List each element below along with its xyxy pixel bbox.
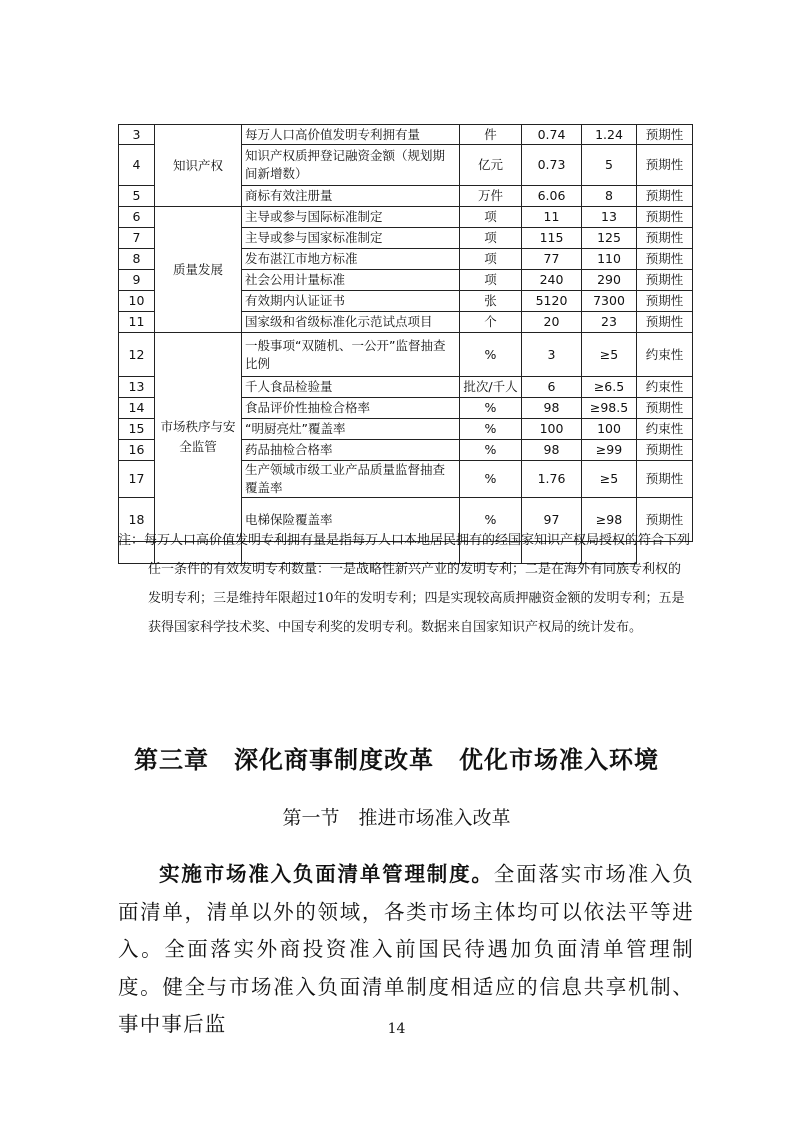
table-note <box>118 526 692 642</box>
row-number: 6 <box>119 207 155 228</box>
attribute-cell: 预期性 <box>637 291 693 312</box>
row-number: 14 <box>119 398 155 419</box>
target-value: 1.24 <box>582 125 637 145</box>
indicator-name: 药品抽检合格率 <box>242 440 460 461</box>
attribute-cell: 约束性 <box>637 333 693 377</box>
indicator-name: 有效期内认证证书 <box>242 291 460 312</box>
row-number: 4 <box>119 145 155 186</box>
attribute-cell: 预期性 <box>637 228 693 249</box>
category-cell: 质量发展 <box>155 207 242 333</box>
unit-cell: % <box>460 440 522 461</box>
base-value: 0.74 <box>522 125 582 145</box>
base-value: 77 <box>522 249 582 270</box>
indicator-name: 国家级和省级标准化示范试点项目 <box>242 312 460 333</box>
indicator-name: 主导或参与国家标准制定 <box>242 228 460 249</box>
row-number: 5 <box>119 186 155 207</box>
attribute-cell: 预期性 <box>637 125 693 145</box>
body-paragraph <box>118 856 694 1044</box>
unit-cell: 项 <box>460 270 522 291</box>
target-value: ≥98.5 <box>582 398 637 419</box>
indicator-name: 社会公用计量标准 <box>242 270 460 291</box>
indicator-name: 食品评价性抽检合格率 <box>242 398 460 419</box>
target-value: 8 <box>582 186 637 207</box>
base-value: 100 <box>522 419 582 440</box>
target-value: 125 <box>582 228 637 249</box>
row-number: 16 <box>119 440 155 461</box>
unit-cell: 件 <box>460 125 522 145</box>
table-row <box>119 125 693 145</box>
target-value: 100 <box>582 419 637 440</box>
unit-cell: 张 <box>460 291 522 312</box>
target-value: ≥6.5 <box>582 377 637 398</box>
unit-cell: % <box>460 419 522 440</box>
row-number: 10 <box>119 291 155 312</box>
category-cell: 市场秩序与安全监管 <box>155 333 242 542</box>
section-title: 第一节 推进市场准入改革 <box>282 807 511 829</box>
attribute-cell: 预期性 <box>637 207 693 228</box>
base-value: 3 <box>522 333 582 377</box>
indicator-name: 主导或参与国际标准制定 <box>242 207 460 228</box>
attribute-cell: 预期性 <box>637 186 693 207</box>
unit-cell: 项 <box>460 207 522 228</box>
chapter-title: 第三章 深化商事制度改革 优化市场准入环境 <box>134 746 659 774</box>
attribute-cell: 预期性 <box>637 440 693 461</box>
base-value: 11 <box>522 207 582 228</box>
indicator-name: 千人食品检验量 <box>242 377 460 398</box>
base-value: 97 <box>522 498 582 542</box>
target-value: ≥5 <box>582 333 637 377</box>
table-row <box>119 333 693 377</box>
indicator-name: 发布湛江市地方标准 <box>242 249 460 270</box>
row-number: 9 <box>119 270 155 291</box>
unit-cell: 万件 <box>460 186 522 207</box>
attribute-cell: 预期性 <box>637 498 693 542</box>
table-row <box>119 207 693 228</box>
indicator-table-body <box>119 125 693 564</box>
unit-cell: 亿元 <box>460 145 522 186</box>
attribute-cell: 预期性 <box>637 249 693 270</box>
attribute-cell: 预期性 <box>637 398 693 419</box>
attribute-cell: 预期性 <box>637 461 693 498</box>
base-value: 98 <box>522 398 582 419</box>
attribute-cell: 预期性 <box>637 312 693 333</box>
note-text: 注：每万人口高价值发明专利拥有量是指每万人口本地居民拥有的经国家知识产权局授权的符合下列任一条件的有效发明专利数量：一是战略性新兴产业的发明专利；二是在海外有同族专利权的发明专利；三是维持年限超过10年的发明专利；四是实现较高质押融资金额的发明专利；五是获得国家科学技术奖、中国专利奖的发明专利。数据来自国家知识产权局的统计发布。 <box>118 533 691 635</box>
indicator-name: 每万人口高价值发明专利拥有量 <box>242 125 460 145</box>
target-value: 13 <box>582 207 637 228</box>
row-number: 11 <box>119 312 155 333</box>
row-number: 18 <box>119 498 155 542</box>
row-number: 12 <box>119 333 155 377</box>
base-value: 6 <box>522 377 582 398</box>
target-value: 5 <box>582 145 637 186</box>
indicator-name: 商标有效注册量 <box>242 186 460 207</box>
category-cell: 知识产权 <box>155 125 242 207</box>
row-number: 15 <box>119 419 155 440</box>
indicator-name: 电梯保险覆盖率 <box>242 498 460 542</box>
target-value: 110 <box>582 249 637 270</box>
base-value: 20 <box>522 312 582 333</box>
attribute-cell: 预期性 <box>637 145 693 186</box>
target-value: 23 <box>582 312 637 333</box>
base-value: 0.73 <box>522 145 582 186</box>
base-value: 5120 <box>522 291 582 312</box>
row-number: 8 <box>119 249 155 270</box>
attribute-cell: 约束性 <box>637 377 693 398</box>
attribute-cell: 预期性 <box>637 270 693 291</box>
paragraph <box>118 856 694 1044</box>
base-value: 1.76 <box>522 461 582 498</box>
row-number: 17 <box>119 461 155 498</box>
row-number: 13 <box>119 377 155 398</box>
indicator-name: 知识产权质押登记融资金额（规划期间新增数） <box>242 145 460 186</box>
unit-cell: % <box>460 461 522 498</box>
unit-cell: % <box>460 333 522 377</box>
indicator-name: “明厨亮灶”覆盖率 <box>242 419 460 440</box>
row-number: 7 <box>119 228 155 249</box>
row-number: 3 <box>119 125 155 145</box>
paragraph-lead: 实施市场准入负面清单管理制度。 <box>159 862 494 886</box>
unit-cell: 批次/千人 <box>460 377 522 398</box>
target-value: 7300 <box>582 291 637 312</box>
indicator-name: 一般事项“双随机、一公开”监督抽查比例 <box>242 333 460 377</box>
indicator-table <box>118 124 693 564</box>
indicator-name: 生产领域市级工业产品质量监督抽查覆盖率 <box>242 461 460 498</box>
base-value: 98 <box>522 440 582 461</box>
unit-cell: 项 <box>460 249 522 270</box>
attribute-cell: 约束性 <box>637 419 693 440</box>
target-value: ≥99 <box>582 440 637 461</box>
base-value: 6.06 <box>522 186 582 207</box>
target-value: ≥5 <box>582 461 637 498</box>
paragraph-text: 全面落实市场准入负面清单，清单以外的领域，各类市场主体均可以依法平等进入。全面落实外商投资准入前国民待遇加负面清单管理制度。健全与市场准入负面清单制度相适应的信息共享机制、事中事后监 <box>118 862 694 1036</box>
unit-cell: 项 <box>460 228 522 249</box>
unit-cell: % <box>460 498 522 542</box>
page-number: 14 <box>387 1021 406 1037</box>
base-value: 115 <box>522 228 582 249</box>
target-value: 290 <box>582 270 637 291</box>
unit-cell: % <box>460 398 522 419</box>
target-value: ≥98 <box>582 498 637 542</box>
unit-cell: 个 <box>460 312 522 333</box>
base-value: 240 <box>522 270 582 291</box>
